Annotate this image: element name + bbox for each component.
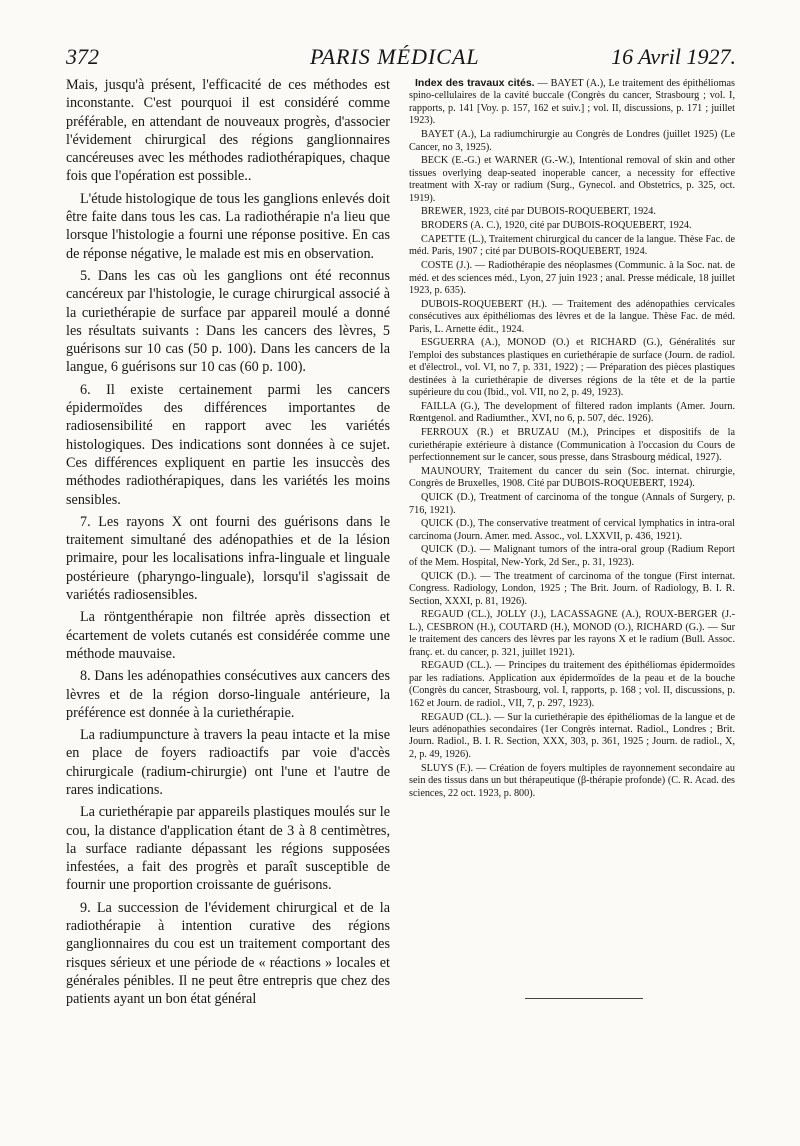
left-column xyxy=(66,76,390,1013)
paragraph: La radiumpuncture à travers la peau intacte et la mise en place de foyers radioactifs par voie d'accès chirurgicale (radium-chirurgie) ont l'une et l'autre de rares indications. xyxy=(66,727,390,798)
reference-item: QUICK (D.), The conservative treatment of cervical lymphatics in intra-oral carcinoma (Journ. Amer. med. Assoc., vol. LXXVII, p. 436, 1921). xyxy=(409,518,735,542)
paragraph: 6. Il existe certainement parmi les cancers épidermoïdes des différences importantes de radiosensibilité en rapport avec les variétés histologiques. Des indications sont données à ce sujet. Ces différences expliquent en partie les insuccès des méthodes radiothérapiques, dans les variétés les moins sensibles. xyxy=(66,381,390,508)
paragraph: La curiethérapie par appareils plastiques moulés sur le cou, la distance d'application étant de 3 à 8 centimètres, la surface radiante dépassant les régions supposées infestées, a fait des progrès et paraît susceptible de fournir une proportion croissante de guérisons. xyxy=(66,804,390,894)
reference-item: CAPETTE (L.), Traitement chirurgical du cancer de la langue. Thèse Fac. de méd. Paris, 1907 ; cité par DUBOIS-ROQUEBERT, 1924. xyxy=(409,233,735,258)
references-column xyxy=(409,77,735,801)
paragraph: 7. Les rayons X ont fourni des guérisons dans le traitement simultané des adénopathies et de la lésion primaire, pour les localisations infra-linguale et linguale postérieure (pharyngo-linguale), lorsqu'il s'agissait de variétés radiosensibles. xyxy=(66,513,390,604)
issue-date: 16 Avril 1927. xyxy=(611,44,736,69)
page-number: 372 xyxy=(66,44,99,69)
reference-item: QUICK (D.). — Malignant tumors of the intra-oral group (Radium Report of the Mem. Hospital, New-York, 2d Ser., p. 31, 1923). xyxy=(409,544,735,568)
journal-title: PARIS MÉDICAL xyxy=(310,44,480,69)
reference-item: SLUYS (F.). — Création de foyers multiples de rayonnement secondaire au sein des tissus dans un but thérapeutique (β-thérapie profonde) (C. R. Acad. des sciences, 22 oct. 1923, p. 800). xyxy=(409,762,735,799)
reference-item: FAILLA (G.), The development of filtered radon implants (Amer. Journ. Rœntgenol. and Radiumther., XVI, no 6, p. 507, déc. 1926). xyxy=(409,401,735,425)
reference-item: BAYET (A.), La radiumchirurgie au Congrès de Londres (juillet 1925) (Le Cancer, no 3, 1925). xyxy=(409,129,735,153)
paragraph: Mais, jusqu'à présent, l'efficacité de ces méthodes est inconstante. C'est pourquoi il est considéré comme préférable, en attendant de nouveaux progrès, d'associer l'évidement chirurgical des régions ganglionnaires cancéreuses avec les méthodes radiothérapiques, chaque fois que l'opération est possible.. xyxy=(66,77,390,185)
end-rule xyxy=(525,998,643,999)
paragraph: 5. Dans les cas où les ganglions ont été reconnus cancéreux par l'histologie, le curage chirurgical associé à la curiethérapie de surface par appareil moulé a donné les résultats suivants : Dans les cancers des lèvres, 5 guérisons sur 10 cas (50 p. 100). Dans les cancers de la langue, 6 guérisons sur 10 cas (60 p. 100). xyxy=(66,267,390,376)
reference-item: QUICK (D.), Treatment of carcinoma of the tongue (Annals of Surgery, p. 716, 1921). xyxy=(409,492,735,516)
reference-item: COSTE (J.). — Radiothérapie des néoplasmes (Communic. à la Soc. nat. de méd. et des sciences méd., Lyon, 27 juin 1923 ; anal. Presse médicale, 18 juillet 1923, p. 635). xyxy=(409,260,735,297)
reference-text: — BAYET (A.), Le traitement des épithéliomas spino-cellulaires de la cavité buccale (Congrès du cancer, Strasbourg ; vol. I, rapports, p. 141 [Voy. p. 157, 162 et suiv.] ; vol. II, discussions, p. 171 ; juillet 1923). xyxy=(409,78,735,127)
paragraph: L'étude histologique de tous les ganglions enlevés doit être faite dans tous les cas. La radiothérapie n'a lieu que lorsque l'histologie a fourni une réponse positive. En cas de réponse négative, le malade est mis en observation. xyxy=(66,190,390,262)
reference-item xyxy=(409,77,735,128)
reference-item: QUICK (D.). — The treatment of carcinoma of the tongue (First internat. Congress. Radiology, London, 1925 ; The Brit. Journ. of Radiology, B. I. R. Section, XXXI, p. 81, 1926). xyxy=(409,570,735,607)
page-header xyxy=(66,44,736,74)
reference-item: REGAUD (CL.), JOLLY (J.), LACASSAGNE (A.), ROUX-BERGER (J.-L.), CESBRON (H.), COUTARD (H.), MONOD (O.), RICHARD (G.). — Sur le traitement des cancers des lèvres par les rayons X et le radium (Bull. Assoc. franç. et. du cancer, p. 321, juillet 1921). xyxy=(409,609,735,658)
reference-item: REGAUD (CL.). — Principes du traitement des épithéliomas épidermoïdes par les radiations. Application aux épidermoïdes de la peau et de la bouche (Congrès du cancer, Strasbourg, vol. I, rapports, p. 168 ; vol. II, discussions, p. 162 et Journ. de radiol., VII, 7, p. 297, 1923). xyxy=(409,660,735,709)
reference-item: DUBOIS-ROQUEBERT (H.). — Traitement des adénopathies cervicales consécutives aux épithéliomas des lèvres et de la langue. Thèse Fac. de méd. Paris, L. Arnette édit., 1924. xyxy=(409,298,735,335)
reference-item: BREWER, 1923, cité par DUBOIS-ROQUEBERT, 1924. xyxy=(421,206,656,218)
paragraph: 8. Dans les adénopathies consécutives aux cancers des lèvres et de la région dorso-linguale antérieure, la préférence est donnée à la curiethérapie. xyxy=(66,668,390,721)
reference-item: REGAUD (CL.). — Sur la curiethérapie des épithéliomas de la langue et de leurs adénopathies secondaires (1er Congrès internat. Radiol., Londres ; Brit. Journ. Radiol., B. I. R. Section, XXX, 303, p. 361, 1925 ; Journ. de radiol., X, 2, p. 49, 1926). xyxy=(409,711,735,760)
reference-item: BRODERS (A. C.), 1920, cité par DUBOIS-ROQUEBERT, 1924. xyxy=(421,220,692,232)
reference-item: ESGUERRA (A.), MONOD (O.) et RICHARD (G.), Généralités sur l'emploi des substances plastiques en curiethérapie de surface (Journ. de radiol. et d'électrol., vol. VI, no 7, p. 331, 1922) ; — Préparation des pièces plastiques destinées à la curiethérapie de diverses régions de la tête et de la partie supérieure du cou (Ibid., vol. VII, no 2, p. 49, 1923). xyxy=(409,337,735,399)
reference-item: FERROUX (R.) et BRUZAU (M.), Principes et dispositifs de la curiethérapie extérieure à distance (Communication à l'occasion du Cours de perfectionnement sur le cancer, sous presse, dans Strasbourg médical, 1927). xyxy=(409,427,735,464)
paragraph: La röntgenthérapie non filtrée après dissection et écartement de volets cutanés est considérée comme une méthode mauvaise. xyxy=(66,609,390,662)
reference-item: BECK (E.-G.) et WARNER (G.-W.), Intentional removal of skin and other tissues overlying deap-seated inoperable cancer, a necessity for effective treatment with X-ray or radium (Surg., Gynecol. and Obstetrics, p. 325, oct. 1919). xyxy=(409,155,735,204)
index-title: Index des travaux cités. xyxy=(415,77,535,89)
reference-item: MAUNOURY, Traitement du cancer du sein (Soc. internat. chirurgie, Congrès de Bruxelles, 1908. Cité par DUBOIS-ROQUEBERT, 1924). xyxy=(409,465,735,490)
paragraph: 9. La succession de l'évidement chirurgical et de la radiothérapie à intention curative des régions ganglionnaires du cou est un traitement comportant des risques sérieux et une période de « réactions » locales et générales pénibles. Il ne peut être entrepris que chez des patients ayant un bon état général xyxy=(66,899,390,1008)
